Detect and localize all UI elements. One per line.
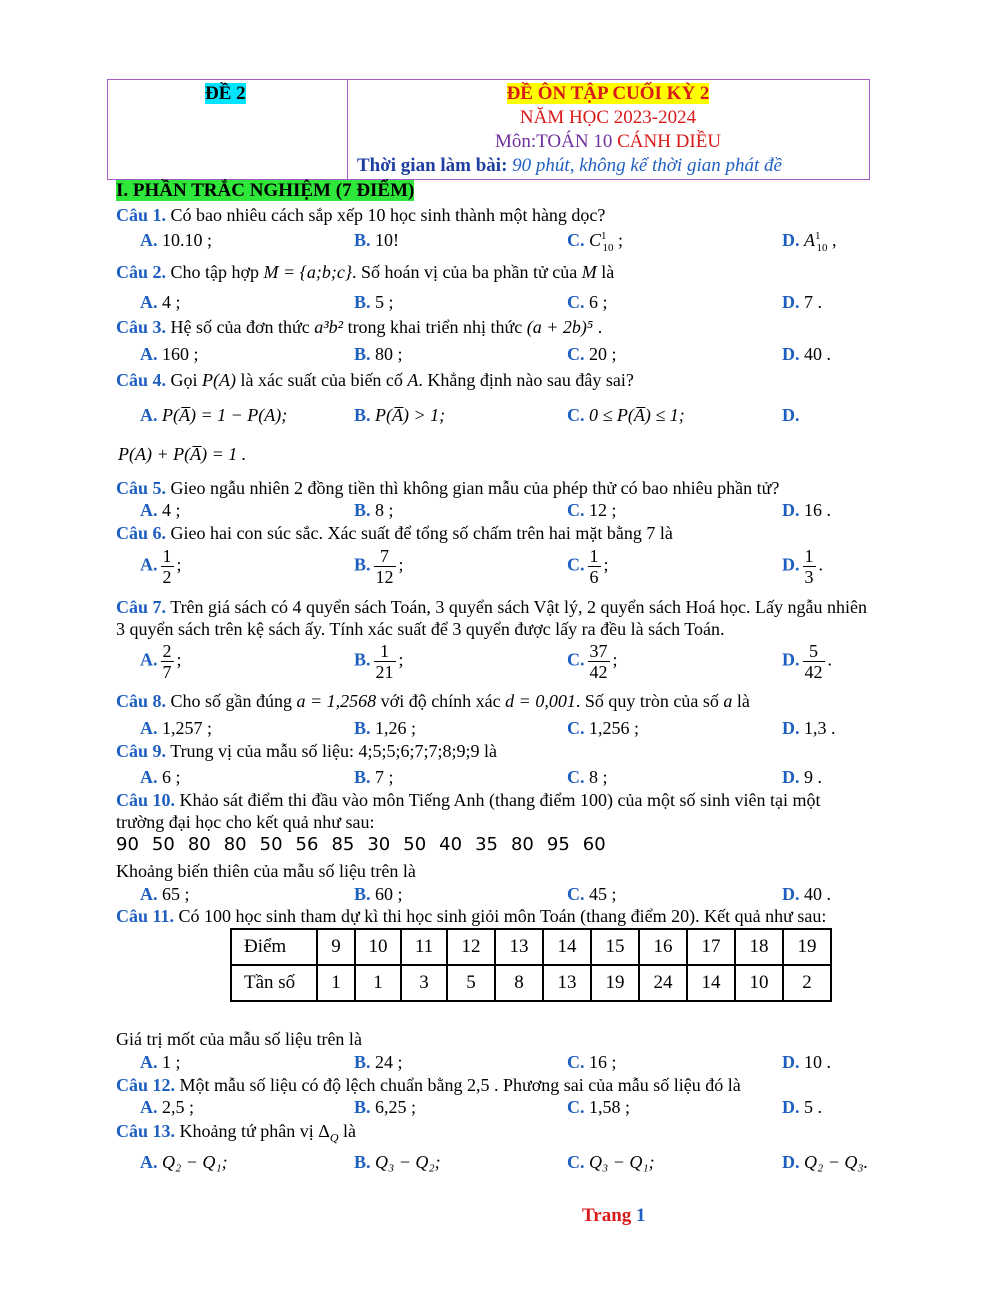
q9-options	[0, 767, 1000, 791]
q10-option-a: A. 65 ;	[140, 884, 190, 904]
q11-option-c: C. 16 ;	[567, 1052, 617, 1072]
exam-subject: Môn:TOÁN 10 CÁNH DIỀU	[494, 131, 722, 152]
q9-option-a: A. 6 ;	[140, 767, 181, 787]
q11-options	[0, 1052, 1000, 1076]
question-1: Câu 1. Có bao nhiêu cách sắp xếp 10 học sinh thành một hàng dọc?	[116, 205, 606, 225]
q11-option-a: A. 1 ;	[140, 1052, 181, 1072]
q13-options	[0, 1152, 1000, 1176]
header-title-block	[348, 82, 868, 154]
question-7: Câu 7. Trên giá sách có 4 quyển sách Toán, 3 quyển sách Vật lý, 2 quyển sách Hoá học. Lấy ngẫu nhiên	[116, 597, 867, 617]
q8-option-c: C. 1,256 ;	[567, 718, 640, 738]
question-3: Câu 3. Hệ số của đơn thức a³b² trong khai triển nhị thức (a + 2b)⁵ .	[116, 317, 603, 337]
q11-option-d: D. 10 .	[782, 1052, 831, 1072]
question-11: Câu 11. Có 100 học sinh tham dự kì thi học sinh giỏi môn Toán (thang điểm 20). Kết quả như sau:	[116, 906, 827, 926]
question-12: Câu 12. Một mẫu số liệu có độ lệch chuẩn bằng 2,5 . Phương sai của mẫu số liệu đó là	[116, 1075, 741, 1095]
question-7-line2: 3 quyển sách trên kệ sách ấy. Tính xác suất để 3 quyển được lấy ra đều là sách Toán.	[116, 619, 725, 639]
section-title: I. PHẦN TRẮC NGHIỆM (7 ĐIỂM)	[116, 180, 415, 201]
q1-option-a: A. 10.10 ;	[140, 230, 213, 250]
q1-options	[0, 230, 1000, 254]
question-13: Câu 13. Khoảng tứ phân vị $\Delta_Q$ là	[116, 1121, 357, 1145]
question-11-line2: Giá trị mốt của mẫu số liệu trên là	[116, 1029, 362, 1049]
question-9: Câu 9. Trung vị của mẫu số liệu: 4;5;5;6;7;7;8;9;9 là	[116, 741, 498, 761]
exam-time: Thời gian làm bài: 90 phút, không kể thời gian phát đề	[357, 155, 782, 176]
table-row: Tần số 1 1 3 5 8 13 19 24 14 10 2	[231, 965, 831, 1001]
q4-option-c: C. 0 ≤ P(A̅) ≤ 1;	[567, 405, 685, 425]
q1-option-b: B. 10!	[354, 230, 400, 250]
q5-options	[0, 500, 1000, 524]
q12-options	[0, 1097, 1000, 1121]
question-6: Câu 6. Gieo hai con súc sắc. Xác suất để tổng số chấm trên hai mặt bằng 7 là	[116, 523, 673, 543]
q6-option-d: D. $\frac{1}{3}$ .	[782, 546, 823, 587]
q7-option-d: D. $\frac{5}{42}$ .	[782, 641, 832, 682]
question-10-line3: Khoảng biến thiên của mẫu số liệu trên là	[116, 861, 416, 881]
q7-option-c: C. $\frac{37}{42}$ ;	[567, 641, 618, 682]
page-footer: Trang 1	[582, 1205, 646, 1226]
q5-option-b: B. 8 ;	[354, 500, 394, 520]
q3-option-c: C. 20 ;	[567, 344, 617, 364]
q11-score-table	[230, 928, 832, 1002]
q3-options	[0, 344, 1000, 368]
q11-option-b: B. 24 ;	[354, 1052, 403, 1072]
exam-code-text: ĐỀ 2	[205, 83, 246, 104]
q12-option-a: A. 2,5 ;	[140, 1097, 195, 1117]
table-row: Điểm 9 10 11 12 13 14 15 16 17 18 19	[231, 929, 831, 965]
q12-option-b: B. 6,25 ;	[354, 1097, 417, 1117]
q2-option-a: A. 4 ;	[140, 292, 181, 312]
q5-option-c: C. 12 ;	[567, 500, 617, 520]
question-4: Câu 4. Gọi P(A) là xác suất của biến cố A. Khẳng định nào sau đây sai?	[116, 370, 634, 390]
q6-option-b: B. $\frac{7}{12}$ ;	[354, 546, 404, 587]
q3-option-a: A. 160 ;	[140, 344, 199, 364]
q5-option-a: A. 4 ;	[140, 500, 181, 520]
question-10: Câu 10. Khảo sát điểm thi đầu vào môn Tiếng Anh (thang điểm 100) của một số sinh viên tại một	[116, 790, 821, 810]
q2-option-d: D. 7 .	[782, 292, 822, 312]
q10-option-b: B. 60 ;	[354, 884, 403, 904]
q12-option-c: C. 1,58 ;	[567, 1097, 631, 1117]
q2-options	[0, 292, 1000, 316]
question-5: Câu 5. Gieo ngẫu nhiên 2 đồng tiền thì không gian mẫu của phép thử có bao nhiêu phần tử?	[116, 478, 780, 498]
q1-option-d: D. $A^1_{10}$ ,	[782, 230, 837, 254]
q8-option-b: B. 1,26 ;	[354, 718, 417, 738]
q6-options	[0, 546, 1000, 592]
q13-option-a: A. Q₂ − Q₁;	[140, 1152, 228, 1172]
question-10-line2: trường đại học cho kết quả như sau:	[116, 812, 375, 832]
q9-option-d: D. 9 .	[782, 767, 822, 787]
question-2: Câu 2. Cho tập hợp M = {a;b;c}. Số hoán vị của ba phần tử của M là	[116, 262, 615, 282]
q4-option-d: D.	[782, 405, 800, 425]
q6-option-c: C. $\frac{1}{6}$ ;	[567, 546, 609, 587]
q10-option-c: C. 45 ;	[567, 884, 617, 904]
q4-option-d-continued: P(A) + P(A̅) = 1 .	[118, 444, 247, 464]
question-8: Câu 8. Cho số gần đúng a = 1,2568 với độ chính xác d = 0,001. Số quy tròn của số a là	[116, 691, 750, 711]
q13-option-b: B. Q₃ − Q₂;	[354, 1152, 441, 1172]
q10-option-d: D. 40 .	[782, 884, 831, 904]
q13-option-d: D. Q₂ − Q₃.	[782, 1152, 869, 1172]
q4-option-a: A. P(A̅) = 1 − P(A);	[140, 405, 288, 425]
q8-option-a: A. 1,257 ;	[140, 718, 213, 738]
q10-data-values: 90 50 80 80 50 56 85 30 50 40 35 80 95 60	[116, 834, 606, 855]
q7-option-b: B. $\frac{1}{21}$ ;	[354, 641, 404, 682]
q10-options	[0, 884, 1000, 908]
q9-option-b: B. 7 ;	[354, 767, 394, 787]
q12-option-d: D. 5 .	[782, 1097, 822, 1117]
q3-option-b: B. 80 ;	[354, 344, 403, 364]
q9-option-c: C. 8 ;	[567, 767, 608, 787]
exam-year: NĂM HỌC 2023-2024	[519, 107, 697, 128]
exam-title: ĐỀ ÔN TẬP CUỐI KỲ 2	[506, 83, 710, 104]
q5-option-d: D. 16 .	[782, 500, 831, 520]
exam-code	[205, 83, 246, 105]
q8-options	[0, 718, 1000, 742]
q2-option-c: C. 6 ;	[567, 292, 608, 312]
q6-option-a: A. $\frac{1}{2}$ ;	[140, 546, 182, 587]
q7-options	[0, 641, 1000, 687]
q1-option-c: C. $C^1_{10}$ ;	[567, 230, 624, 254]
q4-options	[0, 405, 1000, 429]
q13-option-c: C. Q₃ − Q₁;	[567, 1152, 655, 1172]
q2-option-b: B. 5 ;	[354, 292, 394, 312]
q7-option-a: A. $\frac{2}{7}$ ;	[140, 641, 182, 682]
q8-option-d: D. 1,3 .	[782, 718, 836, 738]
q4-option-b: B. P(A̅) > 1;	[354, 405, 446, 425]
q3-option-d: D. 40 .	[782, 344, 831, 364]
